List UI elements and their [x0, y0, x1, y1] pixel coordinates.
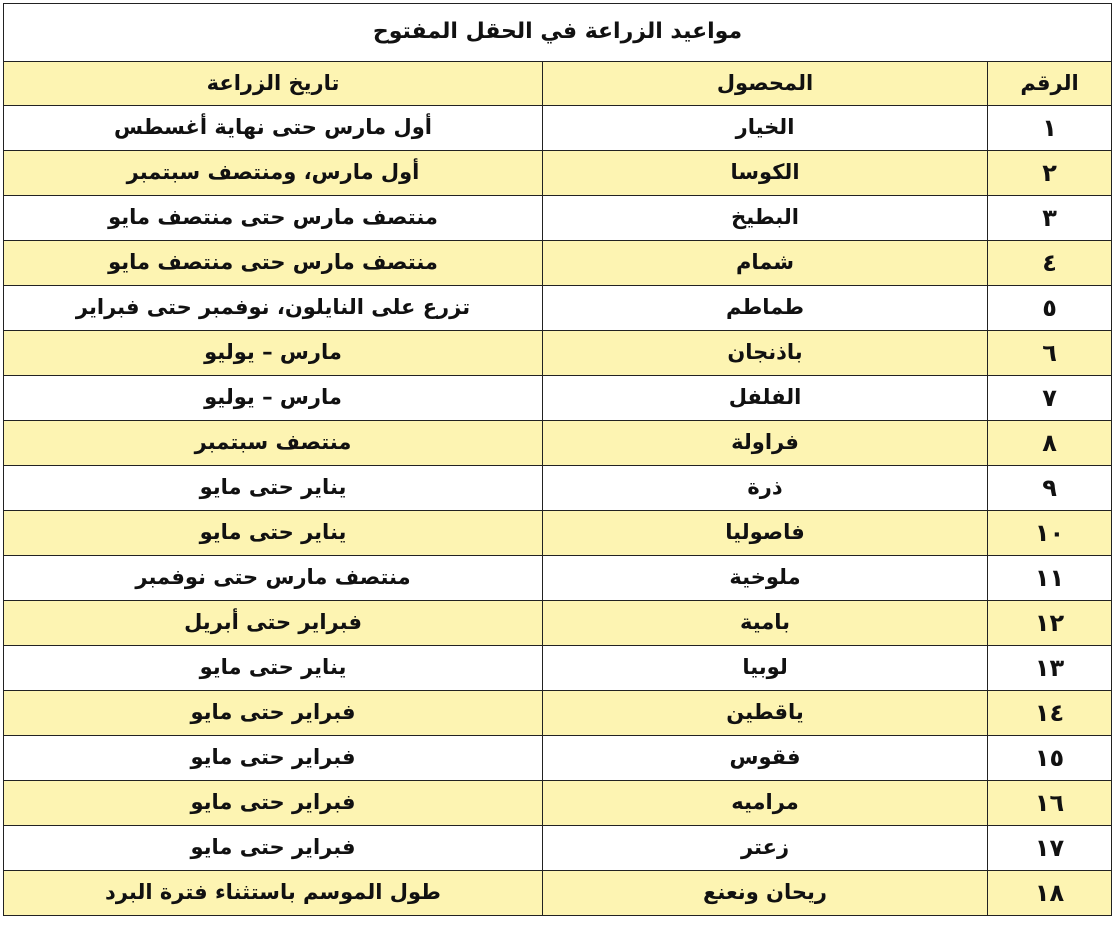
header-number: الرقم [988, 62, 1112, 106]
table-row [4, 421, 1112, 466]
table-title: مواعيد الزراعة في الحقل المفتوح [4, 4, 1112, 62]
table-row [4, 556, 1112, 601]
planting-date-cell: فبراير حتى مايو [4, 826, 543, 871]
row-number-cell: ١٤ [988, 691, 1112, 736]
planting-date-cell: فبراير حتى مايو [4, 736, 543, 781]
table-row [4, 466, 1112, 511]
header-row [4, 62, 1112, 106]
row-number-cell: ١٠ [988, 511, 1112, 556]
planting-date-cell: يناير حتى مايو [4, 646, 543, 691]
crop-name-cell: ملوخية [543, 556, 988, 601]
planting-date-cell: أول مارس، ومنتصف سبتمبر [4, 151, 543, 196]
header-date: تاريخ الزراعة [4, 62, 543, 106]
row-number-cell: ١٧ [988, 826, 1112, 871]
planting-date-cell: يناير حتى مايو [4, 466, 543, 511]
crop-name-cell: ريحان ونعنع [543, 871, 988, 916]
table-row [4, 511, 1112, 556]
row-number-cell: ٣ [988, 196, 1112, 241]
crop-name-cell: باذنجان [543, 331, 988, 376]
table-row [4, 241, 1112, 286]
row-number-cell: ١٦ [988, 781, 1112, 826]
table-row [4, 691, 1112, 736]
crop-name-cell: الكوسا [543, 151, 988, 196]
planting-date-cell: تزرع على النايلون، نوفمبر حتى فبراير [4, 286, 543, 331]
row-number-cell: ٥ [988, 286, 1112, 331]
planting-schedule-sheet [3, 3, 1111, 935]
crop-name-cell: طماطم [543, 286, 988, 331]
table-row [4, 646, 1112, 691]
planting-date-cell: أول مارس حتى نهاية أغسطس [4, 106, 543, 151]
row-number-cell: ١٥ [988, 736, 1112, 781]
table-row [4, 376, 1112, 421]
planting-schedule-table [3, 3, 1112, 916]
table-row [4, 601, 1112, 646]
crop-name-cell: فراولة [543, 421, 988, 466]
planting-date-cell: منتصف مارس حتى منتصف مايو [4, 196, 543, 241]
table-row [4, 286, 1112, 331]
crop-name-cell: فاصوليا [543, 511, 988, 556]
crop-name-cell: الفلفل [543, 376, 988, 421]
table-row [4, 736, 1112, 781]
table-row [4, 196, 1112, 241]
planting-date-cell: طول الموسم باستثناء فترة البرد [4, 871, 543, 916]
row-number-cell: ١ [988, 106, 1112, 151]
row-number-cell: ١٢ [988, 601, 1112, 646]
planting-date-cell: مارس – يوليو [4, 331, 543, 376]
planting-date-cell: يناير حتى مايو [4, 511, 543, 556]
crop-name-cell: فقوس [543, 736, 988, 781]
planting-date-cell: منتصف مارس حتى نوفمبر [4, 556, 543, 601]
table-row [4, 781, 1112, 826]
planting-date-cell: مارس – يوليو [4, 376, 543, 421]
crop-name-cell: شمام [543, 241, 988, 286]
row-number-cell: ١٨ [988, 871, 1112, 916]
crop-name-cell: البطيخ [543, 196, 988, 241]
planting-date-cell: منتصف مارس حتى منتصف مايو [4, 241, 543, 286]
table-row [4, 151, 1112, 196]
row-number-cell: ٤ [988, 241, 1112, 286]
header-crop: المحصول [543, 62, 988, 106]
table-row [4, 106, 1112, 151]
crop-name-cell: مراميه [543, 781, 988, 826]
crop-name-cell: زعتر [543, 826, 988, 871]
row-number-cell: ١٣ [988, 646, 1112, 691]
row-number-cell: ٢ [988, 151, 1112, 196]
title-row [4, 4, 1112, 62]
row-number-cell: ١١ [988, 556, 1112, 601]
row-number-cell: ٨ [988, 421, 1112, 466]
crop-name-cell: ذرة [543, 466, 988, 511]
row-number-cell: ٦ [988, 331, 1112, 376]
row-number-cell: ٩ [988, 466, 1112, 511]
table-row [4, 871, 1112, 916]
table-row [4, 826, 1112, 871]
crop-name-cell: بامية [543, 601, 988, 646]
crop-name-cell: ياقطين [543, 691, 988, 736]
planting-date-cell: فبراير حتى أبريل [4, 601, 543, 646]
row-number-cell: ٧ [988, 376, 1112, 421]
crop-name-cell: لوبيا [543, 646, 988, 691]
planting-date-cell: فبراير حتى مايو [4, 691, 543, 736]
table-row [4, 331, 1112, 376]
crop-name-cell: الخيار [543, 106, 988, 151]
planting-date-cell: منتصف سبتمبر [4, 421, 543, 466]
planting-date-cell: فبراير حتى مايو [4, 781, 543, 826]
